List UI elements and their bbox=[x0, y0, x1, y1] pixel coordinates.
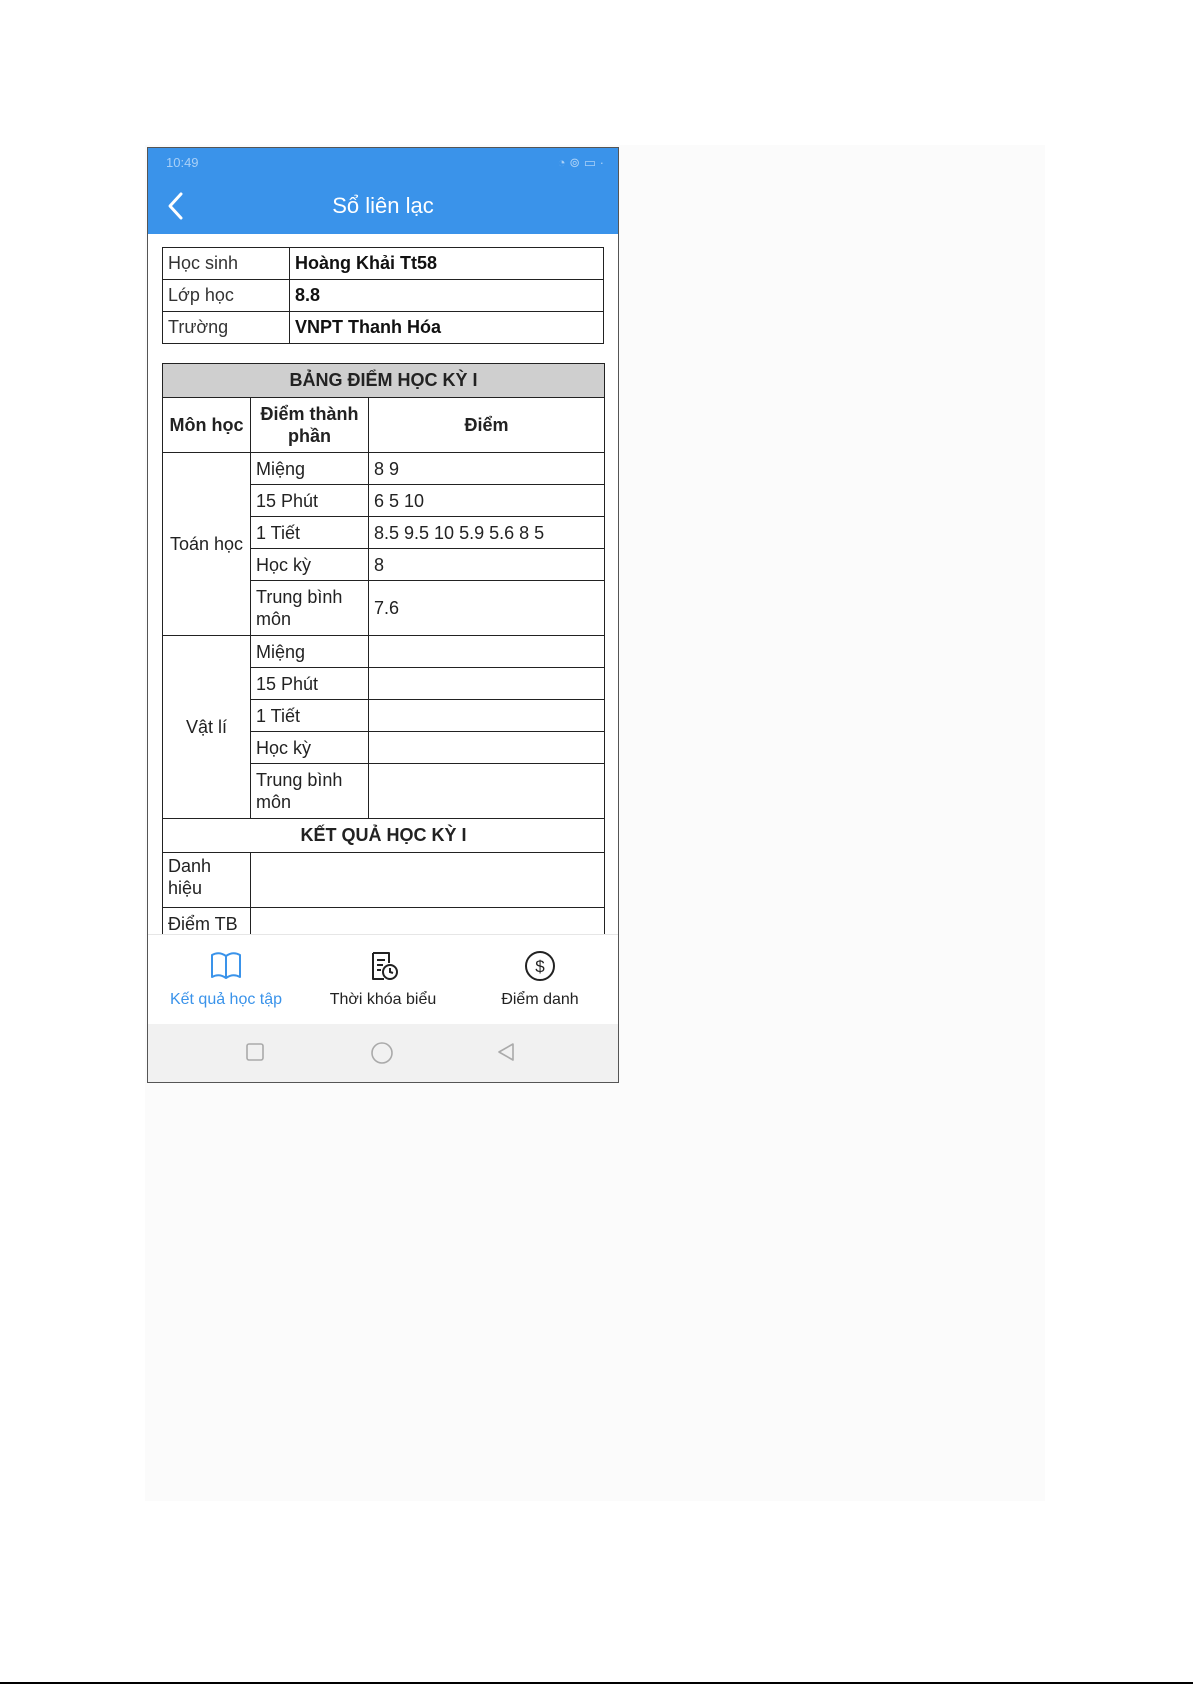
status-bar bbox=[148, 148, 618, 178]
component-label: Miệng bbox=[251, 453, 369, 485]
score-cell: 6 5 10 bbox=[369, 485, 605, 517]
info-value: VNPT Thanh Hóa bbox=[290, 312, 604, 344]
component-label: Miệng bbox=[251, 636, 369, 668]
back-system-button[interactable] bbox=[495, 1041, 517, 1068]
nav-item-thoi-khoa-bieu[interactable] bbox=[305, 935, 461, 1025]
dollar-circle-icon bbox=[522, 949, 558, 983]
nav-item-diem-danh[interactable] bbox=[462, 935, 618, 1025]
info-row bbox=[163, 280, 604, 312]
component-label: 1 Tiết bbox=[251, 700, 369, 732]
component-label: Học kỳ bbox=[251, 549, 369, 581]
nav-label: Kết quả học tập bbox=[169, 991, 283, 1008]
status-time: 10:49 bbox=[166, 155, 199, 170]
score-cell: 8 9 bbox=[369, 453, 605, 485]
info-label: Lớp học bbox=[163, 280, 290, 312]
score-cell: 8 bbox=[369, 549, 605, 581]
page-title: Sổ liên lạc bbox=[332, 193, 434, 218]
component-label: Trung bình môn bbox=[251, 764, 369, 819]
result-table-title: KẾT QUẢ HỌC KỲ I bbox=[163, 819, 605, 853]
svg-text:$: $ bbox=[535, 957, 545, 976]
schedule-icon bbox=[365, 949, 401, 983]
component-label: 15 Phút bbox=[251, 485, 369, 517]
score-cell: 7.6 bbox=[369, 581, 605, 636]
nav-label: Điểm danh bbox=[501, 991, 579, 1008]
app-header bbox=[148, 178, 618, 234]
score-cell bbox=[369, 700, 605, 732]
info-value: 8.8 bbox=[290, 280, 604, 312]
phone-screenshot bbox=[147, 147, 619, 1083]
column-header-component: Điểm thành phần bbox=[251, 398, 369, 453]
table-row bbox=[163, 853, 605, 908]
column-header-score: Điểm bbox=[369, 398, 605, 453]
component-label: Trung bình môn bbox=[251, 581, 369, 636]
subject-name: Vật lí bbox=[163, 636, 251, 819]
bottom-navigation bbox=[148, 934, 618, 1025]
result-value bbox=[251, 853, 605, 908]
score-cell bbox=[369, 668, 605, 700]
table-row bbox=[163, 453, 605, 485]
nav-label: Thời khóa biểu bbox=[329, 991, 437, 1008]
score-cell: 8.5 9.5 10 5.9 5.6 8 5 bbox=[369, 517, 605, 549]
circle-icon bbox=[370, 1041, 394, 1065]
result-label: Điểm TB bbox=[163, 908, 251, 940]
info-value: Hoàng Khải Tt58 bbox=[290, 248, 604, 280]
score-cell bbox=[369, 636, 605, 668]
score-cell bbox=[369, 732, 605, 764]
status-icons: ◔ ⊚ ▭ · bbox=[557, 155, 604, 170]
book-icon bbox=[208, 949, 244, 983]
subject-name: Toán học bbox=[163, 453, 251, 636]
component-label: Học kỳ bbox=[251, 732, 369, 764]
component-label: 1 Tiết bbox=[251, 517, 369, 549]
student-info-table bbox=[162, 247, 604, 344]
recent-apps-button[interactable] bbox=[244, 1041, 266, 1068]
info-row bbox=[163, 312, 604, 344]
home-button[interactable] bbox=[370, 1041, 394, 1070]
square-icon bbox=[244, 1041, 266, 1063]
triangle-back-icon bbox=[495, 1041, 517, 1063]
column-header-subject: Môn học bbox=[163, 398, 251, 453]
result-label: Danh hiệu bbox=[163, 853, 251, 908]
system-navigation-bar bbox=[148, 1024, 618, 1082]
info-label: Học sinh bbox=[163, 248, 290, 280]
info-label: Trường bbox=[163, 312, 290, 344]
component-label: 15 Phút bbox=[251, 668, 369, 700]
table-row bbox=[163, 636, 605, 668]
grade-table bbox=[162, 363, 605, 940]
score-cell bbox=[369, 764, 605, 819]
page-bottom-rule bbox=[0, 1682, 1193, 1684]
nav-item-ket-qua-hoc-tap[interactable] bbox=[148, 935, 304, 1025]
info-row bbox=[163, 248, 604, 280]
grade-table-title: BẢNG ĐIỂM HỌC KỲ I bbox=[163, 364, 605, 398]
